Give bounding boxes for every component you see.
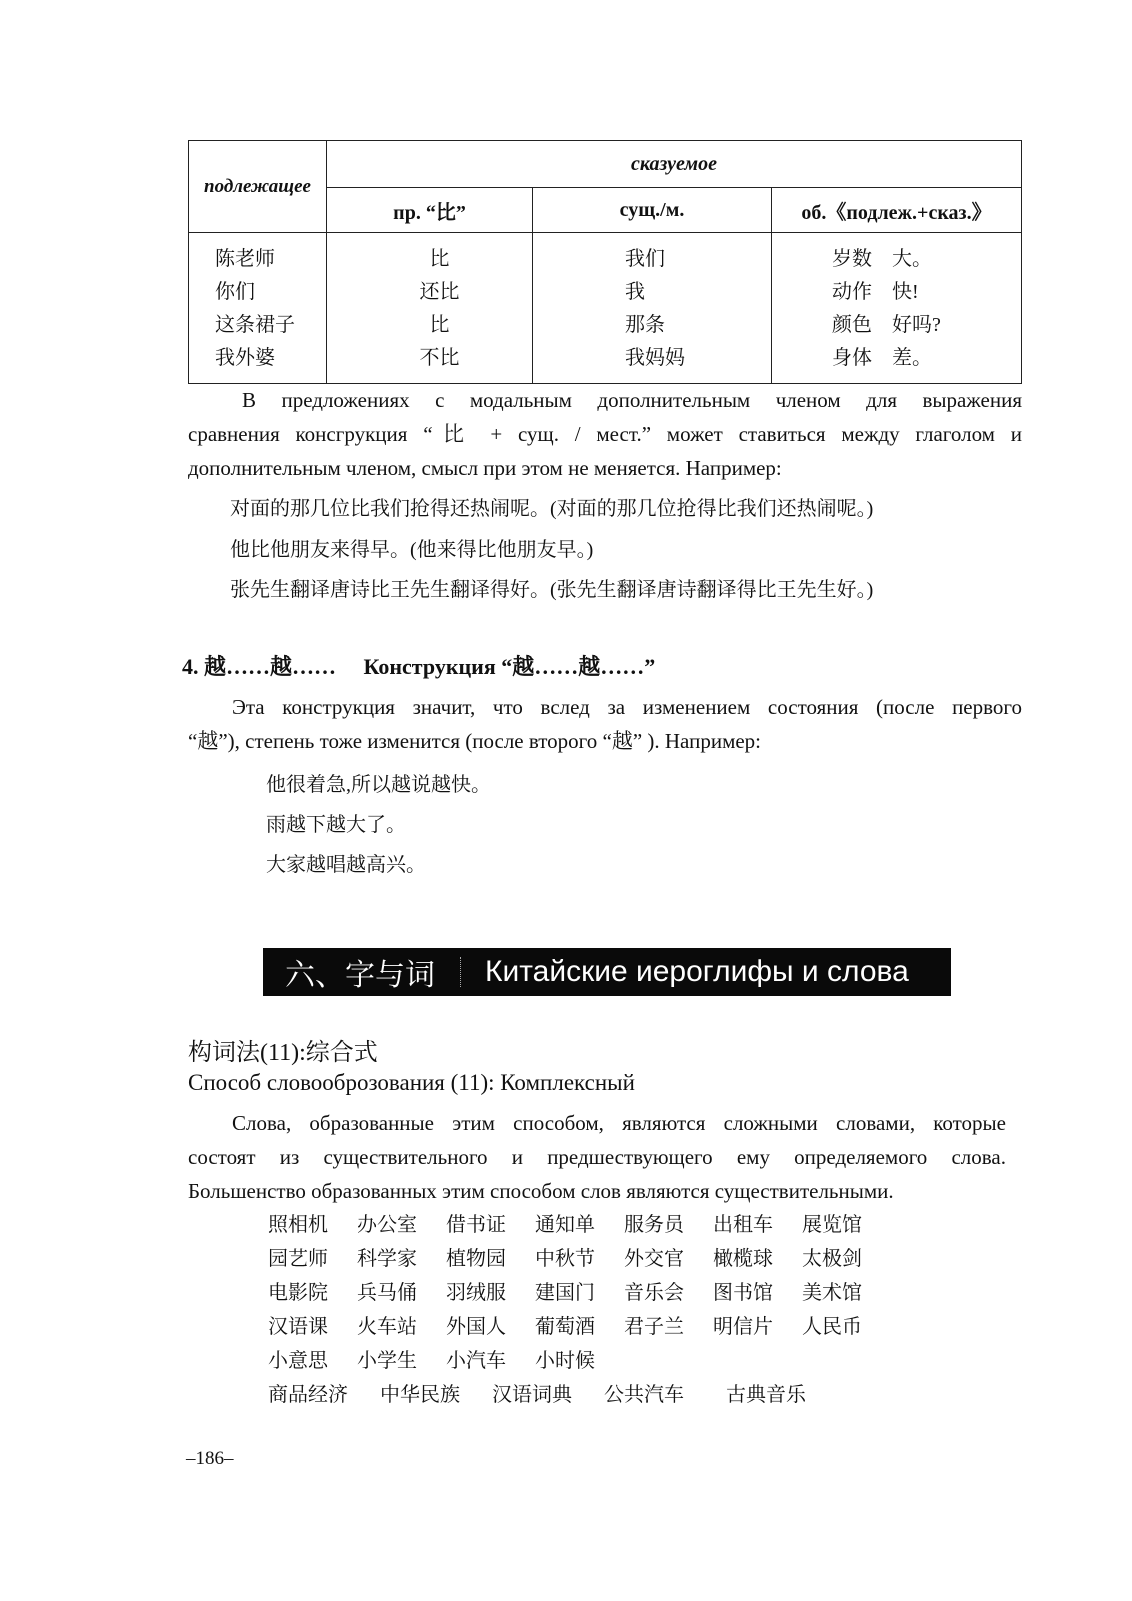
col-noun-header: сущ./м. — [533, 188, 772, 233]
word-item: 展览馆 — [802, 1214, 862, 1236]
word-row — [268, 1208, 891, 1237]
subject-header: подлежащее — [189, 141, 327, 233]
page-number: –186– — [186, 1448, 234, 1469]
table-cell: 比 — [429, 314, 450, 336]
word-item: 植物园 — [446, 1248, 506, 1270]
word-item: 中秋节 — [535, 1248, 595, 1270]
table-cell: 不比 — [419, 347, 460, 369]
predicate-header: сказуемое — [327, 141, 1022, 188]
table-cell: 比 — [429, 248, 450, 270]
section4-line1: Эта конструкция значит, что вслед за изменением состояния (после первого — [232, 695, 1022, 719]
wordformation-line3: Большенство образованных этим способом слов являются существительными. — [188, 1179, 894, 1203]
word-row — [268, 1242, 891, 1271]
banner-divider — [460, 957, 465, 987]
table-cell: 我外婆 — [215, 347, 275, 369]
word-item: 照相机 — [268, 1214, 328, 1236]
para1-line2: сравнения консгрукция “比 + сущ. / мест.” может ставиться между глаголом и — [188, 422, 1022, 446]
wordformation-title-cn: 构词法(11):综合式 — [188, 1040, 378, 1066]
table-cell: 我 — [625, 281, 645, 303]
word-row — [268, 1276, 891, 1305]
word-item: 电影院 — [268, 1282, 328, 1304]
section4-heading: 4. 越……越…… Конструкция “越……越……” — [182, 654, 656, 679]
table-cell: 我们 — [625, 248, 665, 270]
col-obj-header: об.《подлеж.+сказ.》 — [772, 188, 1022, 233]
word-item: 建国门 — [535, 1282, 595, 1304]
word-item: 明信片 — [713, 1316, 773, 1338]
word-item: 出租车 — [713, 1214, 773, 1236]
wordformation-line2: состоят из существительного и предшествующего ему определяемого слова. — [188, 1145, 1006, 1169]
para1-line3: дополнительным членом, смысл при этом не меняется. Например: — [188, 456, 782, 480]
subject-cell — [189, 233, 327, 384]
wordformation-title-ru: Способ словооброзования (11): Комплексный — [188, 1070, 635, 1095]
word-item: 音乐会 — [624, 1282, 684, 1304]
banner-title: Китайские иероглифы и слова — [485, 955, 909, 988]
word-item: 公共汽车 — [604, 1384, 684, 1406]
example-sentence: 张先生翻译唐诗比王先生翻译得好。(张先生翻译唐诗翻译得比王先生好。) — [230, 579, 874, 601]
table-cell: 身体 差。 — [832, 347, 932, 369]
word-row — [268, 1378, 838, 1407]
word-item: 园艺师 — [268, 1248, 328, 1270]
grammar-table — [188, 140, 1022, 384]
table-cell: 岁数 大。 — [832, 248, 932, 270]
table-cell: 陈老师 — [215, 248, 275, 270]
word-item: 外国人 — [446, 1316, 506, 1338]
example-sentence: 雨越下越大了。 — [266, 814, 406, 836]
wordformation-line1: Слова, образованные этим способом, являются сложными словами, которые — [232, 1111, 1006, 1135]
word-item: 橄榄球 — [713, 1248, 773, 1270]
example-sentence: 他很着急,所以越说越快。 — [266, 774, 491, 796]
word-item: 商品经济 — [268, 1384, 348, 1406]
banner-number: 六、字与词 — [285, 959, 435, 992]
example-sentence: 大家越唱越高兴。 — [266, 854, 426, 876]
table-cell: 这条裙子 — [215, 314, 295, 336]
word-item: 羽绒服 — [446, 1282, 506, 1304]
table-cell: 我妈妈 — [625, 347, 685, 369]
word-item: 小学生 — [357, 1350, 417, 1372]
table-cell: 你们 — [215, 281, 255, 303]
example-sentence: 对面的那几位比我们抢得还热闹呢。(对面的那几位抢得比我们还热闹呢。) — [230, 498, 874, 520]
word-item: 小意思 — [268, 1350, 328, 1372]
word-item: 太极剑 — [802, 1248, 862, 1270]
word-item: 汉语课 — [268, 1316, 328, 1338]
noun-cell — [533, 233, 772, 384]
word-item: 人民币 — [802, 1316, 862, 1338]
col-pr-header: пр. “比” — [327, 188, 533, 233]
obj-cell — [772, 233, 1022, 384]
table-cell: 颜色 好吗? — [832, 314, 941, 336]
table-cell: 还比 — [419, 281, 460, 303]
word-item: 兵马俑 — [357, 1282, 417, 1304]
word-item: 火车站 — [357, 1316, 417, 1338]
section-banner — [263, 948, 951, 996]
table-cell: 那条 — [625, 314, 665, 336]
section4-line2: “越”), степень тоже изменится (после второго “越” ). Например: — [188, 729, 762, 753]
word-item: 古典音乐 — [726, 1384, 806, 1406]
word-item: 外交官 — [624, 1248, 684, 1270]
word-item: 葡萄酒 — [535, 1316, 595, 1338]
word-item: 办公室 — [357, 1214, 417, 1236]
pr-cell — [327, 233, 533, 384]
word-item: 借书证 — [446, 1214, 506, 1236]
word-item: 服务员 — [624, 1214, 684, 1236]
word-row — [268, 1310, 891, 1339]
word-item: 图书馆 — [713, 1282, 773, 1304]
word-item: 通知单 — [535, 1214, 595, 1236]
word-item: 小时候 — [535, 1350, 595, 1372]
example-sentence: 他比他朋友来得早。(他来得比他朋友早。) — [230, 539, 594, 561]
word-item: 君子兰 — [624, 1316, 684, 1338]
word-row — [268, 1344, 624, 1373]
word-item: 小汽车 — [446, 1350, 506, 1372]
word-item: 美术馆 — [802, 1282, 862, 1304]
para1-line1: В предложениях с модальным дополнительным членом для выражения — [242, 388, 1022, 412]
table-cell: 动作 快! — [832, 281, 919, 303]
word-item: 汉语词典 — [492, 1384, 572, 1406]
word-item: 中华民族 — [380, 1384, 460, 1406]
word-item: 科学家 — [357, 1248, 417, 1270]
